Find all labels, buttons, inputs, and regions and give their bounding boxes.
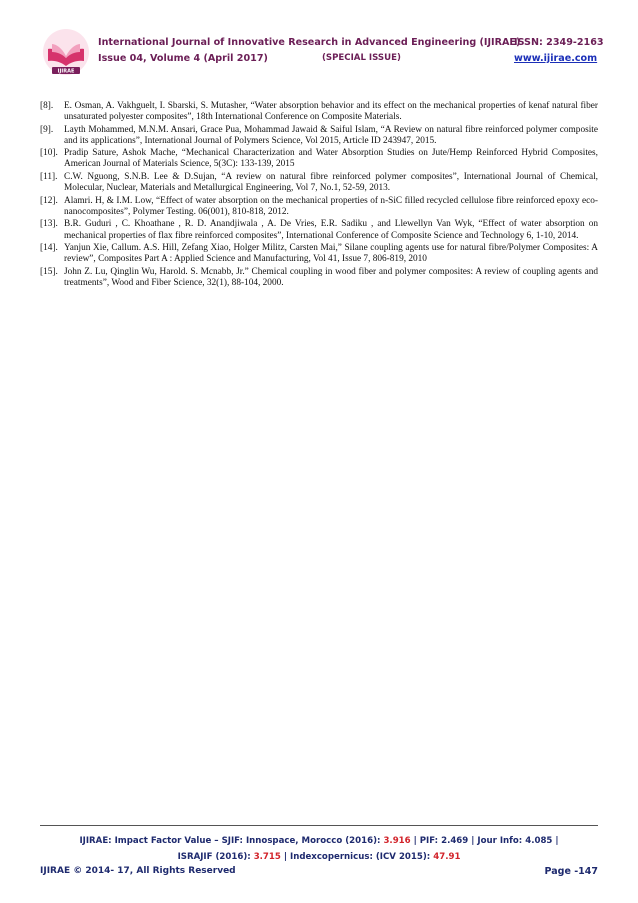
issn: ISSN: 2349-2163 (514, 37, 604, 48)
reference-number: [13]. (40, 219, 58, 230)
reference-text: B.R. Guduri , C. Khoathane , R. D. Anandjiwala , A. De Vries, E.R. Sadiku , and Llewellyn Van Wyk, “Effect of water absorption on mechanical properties of flax fibre reinforced composites”, International Conference of Composite Science and Technology 6, 1-10, 2014. (64, 219, 598, 241)
reference-number: [10]. (40, 148, 58, 159)
sjif-value: 3.916 (383, 836, 411, 846)
reference-number: [11]. (40, 172, 58, 183)
reference-number: [9]. (40, 124, 54, 135)
icv-value: 47.91 (433, 852, 461, 862)
reference-item (40, 125, 598, 147)
reference-number: [8]. (40, 101, 54, 111)
reference-text: Layth Mohammed, M.N.M. Ansari, Grace Pua, Mohammad Jawaid & Saiful Islam, “A Review on natural fibre reinforced polymer composite and its applications”, International Journal of Polymers Science, Vol 2015, Article ID 243947, 2015. (64, 124, 598, 146)
footer-impact-text-b: | PIF: 2.469 | Jour Info: 4.085 | (410, 836, 559, 846)
footer-index-text-b: | Indexcopernicus: (ICV 2015): (280, 852, 434, 862)
copyright-notice: IJIRAE © 2014- 17, All Rights Reserved (40, 866, 236, 876)
journal-title: International Journal of Innovative Research in Advanced Engineering (IJIRAE) (98, 37, 521, 48)
reference-number: [15]. (40, 266, 58, 277)
reference-text: John Z. Lu, Qinglin Wu, Harold. S. Mcnabb, Jr.” Chemical coupling in wood fiber and polymer composites: A review of coupling agents and treatments”, Wood and Fiber Science, 32(1), 88-104, 2000. (64, 266, 598, 288)
reference-text: C.W. Nguong, S.N.B. Lee & D.Sujan, “A review on natural fibre reinforced polymer composites”, International Journal of Chemical, Molecular, Nuclear, Materials and Metallurgical Engineering, Vol 7, No.1, 52-59, 2013. (64, 172, 598, 194)
logo-lettering: IJIRAE (57, 68, 75, 75)
reference-text: Yanjun Xie, Callum. A.S. Hill, Zefang Xiao, Holger Militz, Carsten Mai,” Silane coupling agents use for natural fibre/Polymer Composites: A review”, Composites Part A : Applied Science and Manufacturing, Vol 41, Issue 7, 806-819, 2010 (64, 243, 598, 265)
journal-website-link[interactable]: www.ijirae.com (514, 53, 598, 64)
footer-impact-line (40, 836, 598, 846)
reference-item (40, 219, 598, 241)
footer-divider (40, 825, 598, 826)
reference-list (40, 101, 598, 291)
reference-number: [14]. (40, 243, 58, 254)
reference-number: [12]. (40, 195, 58, 206)
journal-header (40, 28, 604, 78)
reference-item (40, 243, 598, 265)
footer-impact-text-a: IJIRAE: Impact Factor Value – SJIF: Innospace, Morocco (2016): (79, 836, 384, 846)
reference-item (40, 172, 598, 194)
issue-info: Issue 04, Volume 4 (April 2017) (98, 53, 268, 64)
reference-text: Alamri. H, & I.M. Low, “Effect of water absorption on the mechanical properties of n-SiC filled recycled cellulose fibre reinforced epoxy eco-nanocomposites”, Polymer Testing. 06(001), 810-818, 2012. (64, 195, 598, 217)
reference-text: Pradip Sature, Ashok Mache, “Mechanical Characterization and Water Absorption Studies on Jute/Hemp Reinforced Hybrid Composites, American Journal of Materials Science, 5(3C): 133-139, 2015 (64, 148, 598, 170)
israjif-value: 3.715 (253, 852, 281, 862)
footer-index-text-a: ISRAJIF (2016): (177, 852, 254, 862)
reference-item (40, 267, 598, 289)
special-issue-label: (SPECIAL ISSUE) (322, 53, 401, 63)
reference-item (40, 148, 598, 170)
page-number: Page -147 (544, 866, 598, 877)
footer-index-line (40, 852, 598, 862)
reference-item (40, 196, 598, 218)
reference-item (40, 101, 598, 123)
journal-logo (42, 28, 90, 76)
reference-text: E. Osman, A. Vakhguelt, I. Sbarski, S. Mutasher, “Water absorption behavior and its effect on the mechanical properties of kenaf natural fiber unsaturated polyester composites”, 18th International Conference on Composite Materials. (64, 101, 598, 123)
